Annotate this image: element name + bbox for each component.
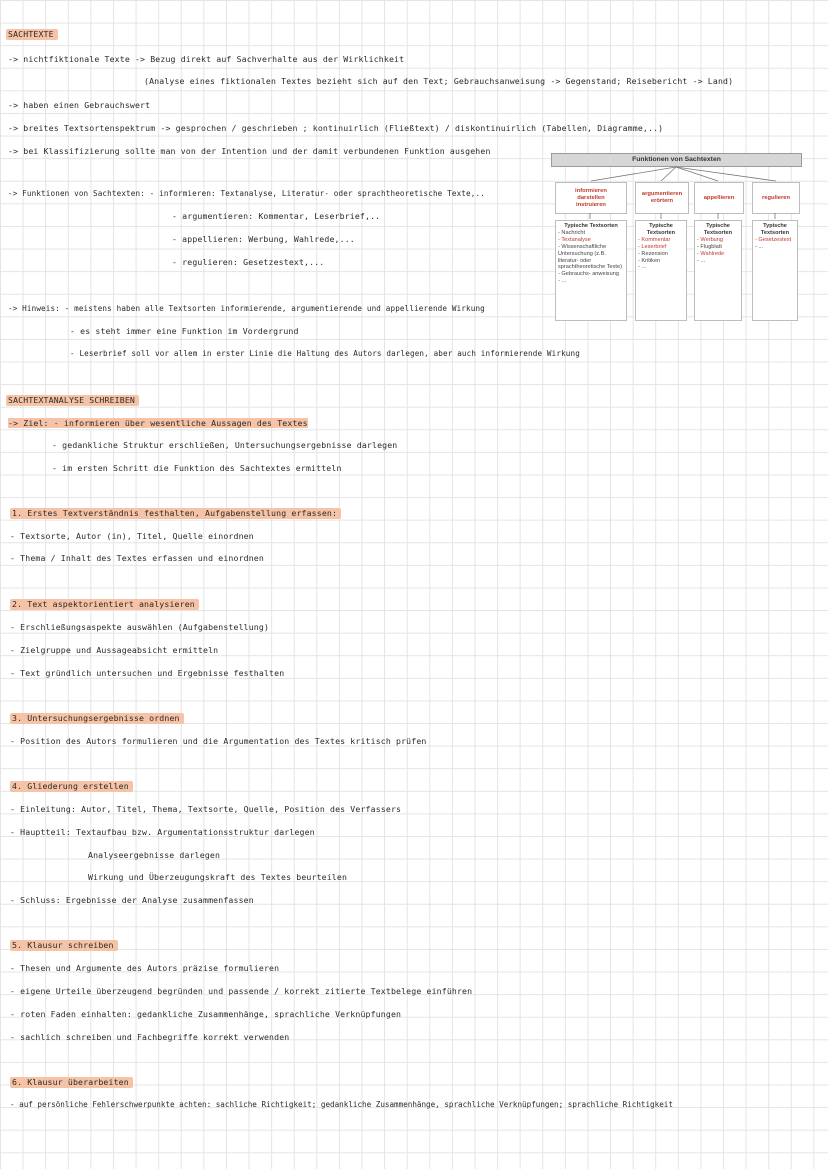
- note-line: -> bei Klassifizierung sollte man von der Intention und der damit verbundenen Funktion ausgehen: [8, 146, 491, 156]
- note-line: - sachlich schreiben und Fachbegriffe korrekt verwenden: [10, 1032, 290, 1042]
- note-line: - roten Faden einhalten: gedankliche Zusammenhänge, sprachliche Verknüpfungen: [10, 1009, 402, 1019]
- step-title-2: 2. Text aspektorientiert analysieren: [10, 599, 199, 609]
- step-title-4: 4. Gliederung erstellen: [10, 781, 133, 791]
- functions-diagram: [551, 153, 801, 323]
- note-line: -> Ziel: - informieren über wesentliche Aussagen des Textes: [8, 418, 308, 428]
- note-line: - Einleitung: Autor, Titel, Thema, Textsorte, Quelle, Position des Verfassers: [10, 804, 402, 814]
- diagram-col-informieren: [555, 220, 627, 321]
- col-item: - Wahlrede: [697, 250, 725, 257]
- note-line: -> haben einen Gebrauchswert: [8, 100, 151, 110]
- col-header: Typische Textsorten: [564, 223, 618, 229]
- col-item: - Nachricht: [558, 229, 586, 236]
- note-line: - Hauptteil: Textaufbau bzw. Argumentationsstruktur darlegen: [10, 827, 315, 837]
- col-item: - ...: [755, 243, 764, 250]
- note-line: -> Hinweis: - meistens haben alle Textsorten informierende, argumentierende und appellierende Wirkung: [8, 304, 485, 313]
- note-line: - argumentieren: Kommentar, Leserbrief,..: [172, 211, 381, 221]
- section-title-sachtexte: SACHTEXTE: [6, 29, 58, 39]
- col-item: - Kommentar: [638, 236, 671, 243]
- diagram-col-argumentieren: [635, 220, 687, 321]
- col-item: - ...: [558, 278, 567, 285]
- diagram-title: Funktionen von Sachtexten: [551, 153, 802, 167]
- note-line: -> Funktionen von Sachtexten: - informieren: Textanalyse, Literatur- oder sprachtheoretische Texte,..: [8, 189, 485, 198]
- note-line: - Text gründlich untersuchen und Ergebnisse festhalten: [10, 668, 285, 678]
- col-item: - Wissenschaftliche Untersuchung (z.B. literatur- oder sprachtheoretische Texte): [558, 243, 622, 271]
- step-title-6: 6. Klausur überarbeiten: [10, 1077, 133, 1087]
- note-line: - Zielgruppe und Aussageabsicht ermitteln: [10, 645, 219, 655]
- col-header: Typische Textsorten: [646, 223, 676, 236]
- col-item: - Leserbrief: [638, 243, 667, 250]
- col-item: - ...: [697, 257, 706, 264]
- note-line: -> nichtfiktionale Texte -> Bezug direkt auf Sachverhalte aus der Wirklichkeit: [8, 54, 405, 64]
- col-item: - Flugblatt: [697, 243, 722, 250]
- note-line: - Position des Autors formulieren und die Argumentation des Textes kritisch prüfen: [10, 736, 427, 746]
- note-line: - auf persönliche Fehlerschwerpunkte achten: sachliche Richtigkeit; gedankliche Zusammenhänge, sprachliche Verknüpfungen; sprachliche Richtigkeit: [10, 1100, 673, 1109]
- note-line: - regulieren: Gesetzestext,...: [172, 257, 325, 267]
- note-line: Analyseergebnisse darlegen: [88, 850, 221, 860]
- step-title-1: 1. Erstes Textverständnis festhalten, Aufgabenstellung erfassen:: [10, 508, 341, 518]
- note-line: - Thesen und Argumente des Autors präzise formulieren: [10, 963, 280, 973]
- diagram-box-regulieren: regulieren: [752, 182, 800, 214]
- section-title-sachtextanalyse: SACHTEXTANALYSE SCHREIBEN: [6, 395, 139, 405]
- col-item: - Gesetzestext: [755, 236, 792, 243]
- col-item: - Kritiken: [638, 257, 661, 264]
- diagram-arrows-lower: [551, 153, 801, 223]
- note-line: - Leserbrief soll vor allem in erster Linie die Haltung des Autors darlegen, aber auch informierende Wirkung: [70, 349, 580, 358]
- note-line: Wirkung und Überzeugungskraft des Textes beurteilen: [88, 872, 348, 882]
- diagram-box-appellieren: appellieren: [694, 182, 744, 214]
- note-line: - gedankliche Struktur erschließen, Untersuchungsergebnisse darlegen: [52, 440, 398, 450]
- diagram-col-appellieren: [694, 220, 742, 321]
- step-title-3: 3. Untersuchungsergebnisse ordnen: [10, 713, 184, 723]
- note-line: - eigene Urteile überzeugend begründen und passende / korrekt zitierte Textbelege einführen: [10, 986, 473, 996]
- note-line: - Schluss: Ergebnisse der Analyse zusammenfassen: [10, 895, 254, 905]
- col-item: - Textanalyse: [558, 236, 591, 243]
- note-line: - Erschließungsaspekte auswählen (Aufgabenstellung): [10, 622, 270, 632]
- note-line: - im ersten Schritt die Funktion des Sachtextes ermitteln: [52, 463, 342, 473]
- col-header: Typische Textsorten: [703, 223, 733, 236]
- note-line: - Thema / Inhalt des Textes erfassen und einordnen: [10, 553, 264, 563]
- col-item: - ...: [638, 264, 647, 271]
- note-line: -> breites Textsortenspektrum -> gesprochen / geschrieben ; kontinuirlich (Fließtext) / diskontinuirlich (Tabellen, Diagramme,..): [8, 123, 664, 133]
- diagram-box-argumentieren: argumentieren erörtern: [635, 182, 689, 214]
- diagram-col-regulieren: [752, 220, 798, 321]
- diagram-box-informieren: informieren darstellen instruieren: [555, 182, 627, 214]
- col-item: - Werbung: [697, 236, 724, 243]
- step-title-5: 5. Klausur schreiben: [10, 940, 118, 950]
- col-header: Typische Textsorten: [760, 223, 790, 236]
- col-item: - Gebrauchs- anweisung: [558, 271, 619, 278]
- col-item: - Rezension: [638, 250, 668, 257]
- note-line: - Textsorte, Autor (in), Titel, Quelle einordnen: [10, 531, 254, 541]
- note-line: - es steht immer eine Funktion im Vordergrund: [70, 326, 299, 336]
- note-line: (Analyse eines fiktionalen Textes bezieht sich auf den Text; Gebrauchsanweisung -> Gegenstand; Reisebericht -> Land): [144, 76, 734, 86]
- note-line: - appellieren: Werbung, Wahlrede,...: [172, 234, 355, 244]
